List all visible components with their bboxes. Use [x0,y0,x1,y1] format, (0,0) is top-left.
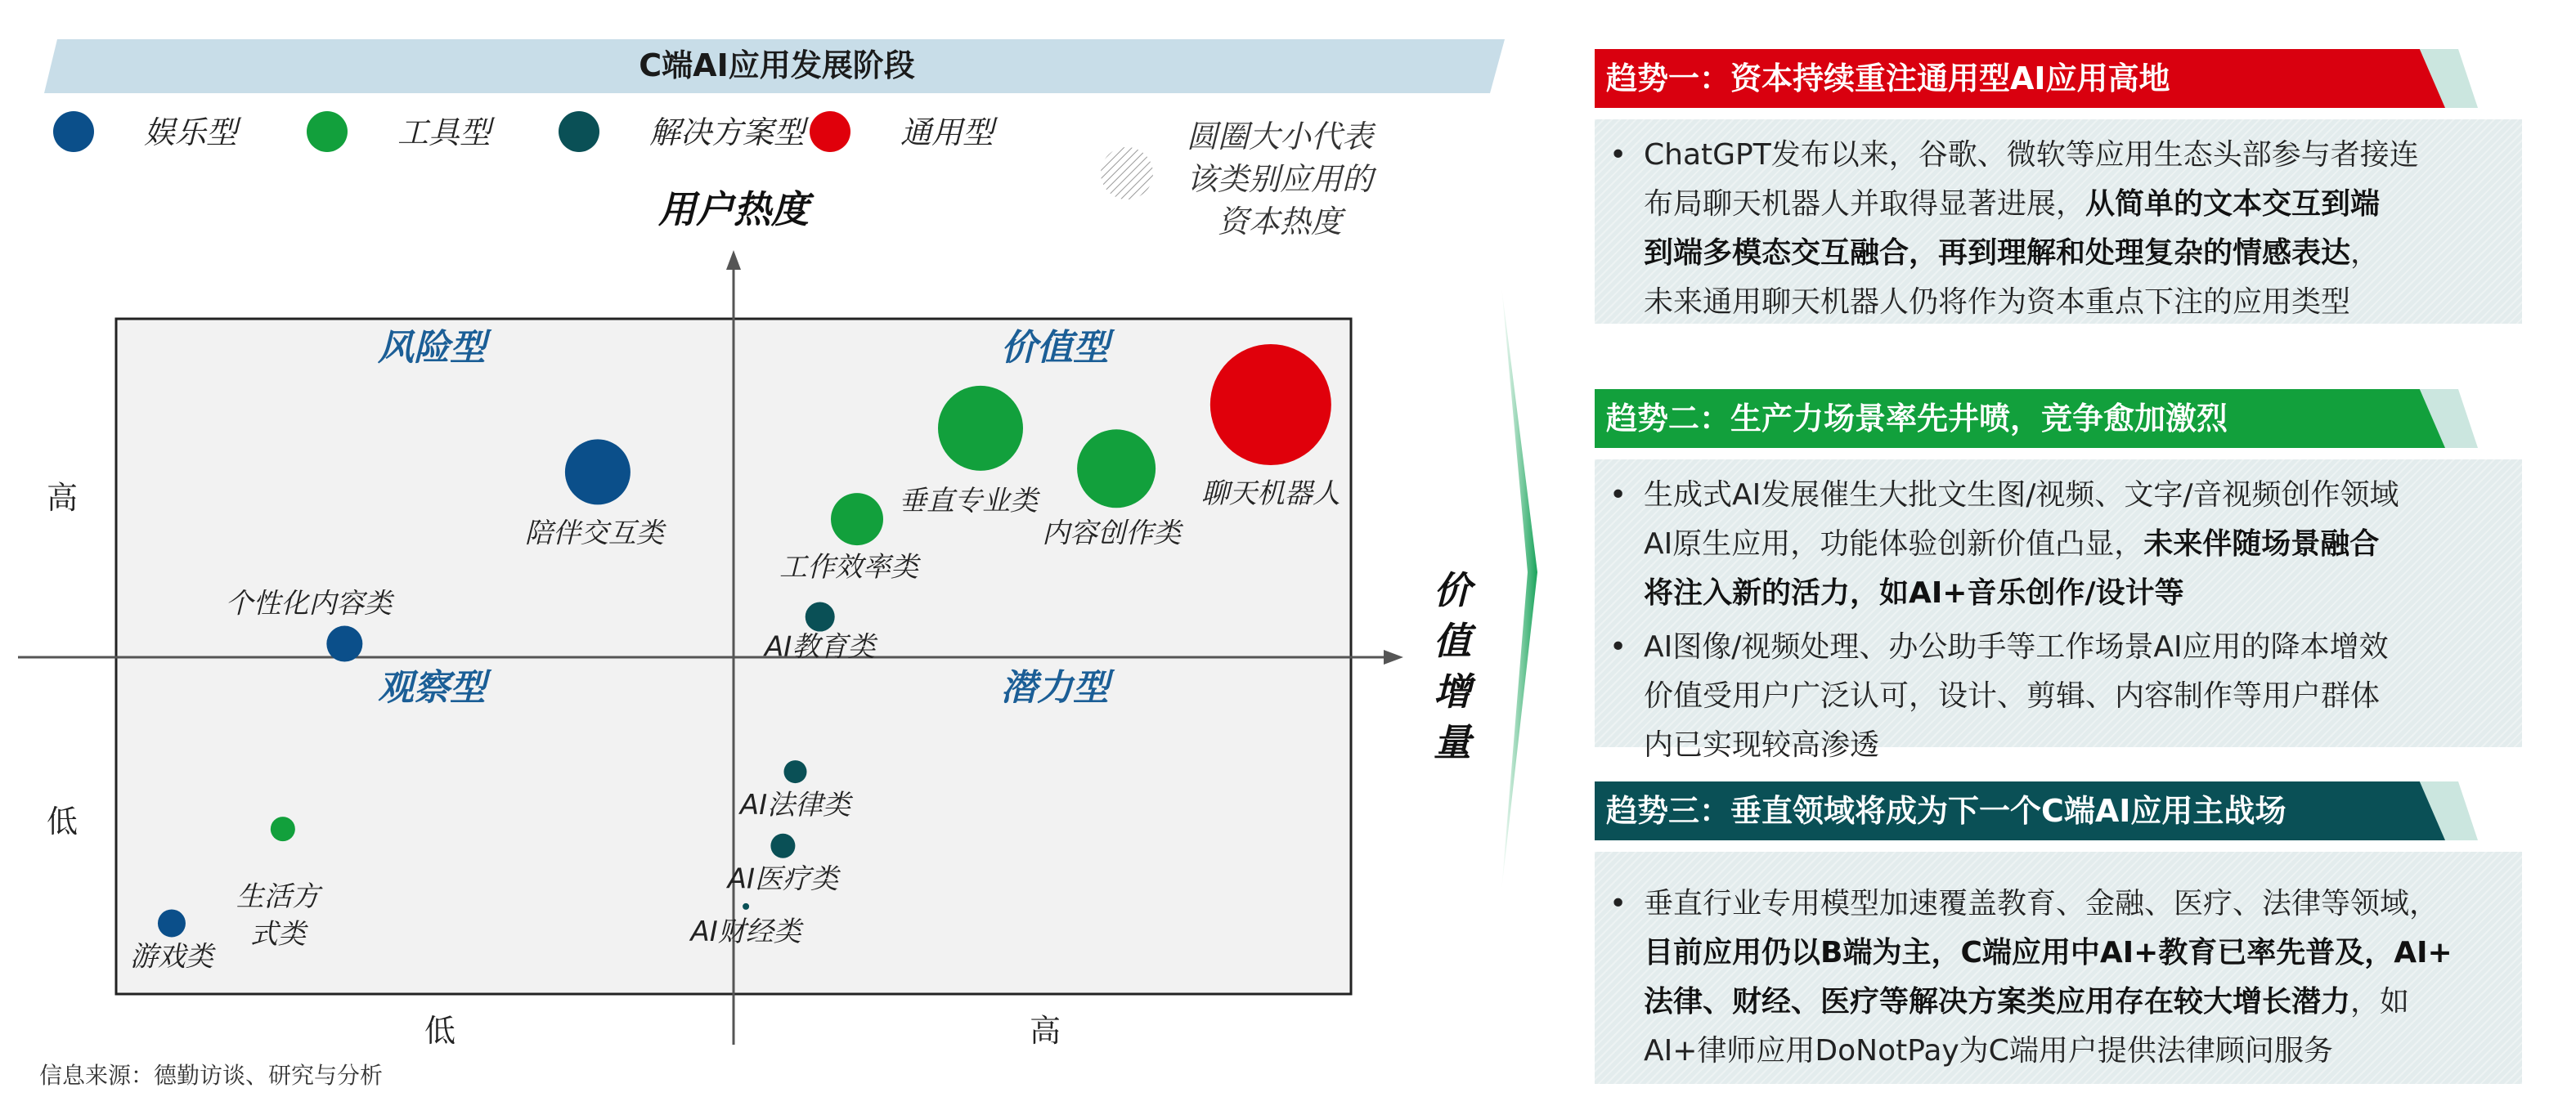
transition-arrow-icon [1501,286,1537,891]
size-note-line: 该类别应用的 [1186,161,1374,197]
legend-marker-0 [53,111,94,152]
point-label-3-0: 聊天机器人 [1200,477,1340,510]
point-1-2 [831,493,883,545]
point-3-0 [1210,344,1331,465]
chart-title: C端AI应用发展阶段 [639,47,915,83]
point-0-0 [565,439,631,504]
trend-body-3 [1595,852,2522,1084]
trend-bullet-line [1644,471,2517,520]
quadrant-label-potential: 潜力型 [1001,667,1109,709]
quadrant-label-risk: 风险型 [378,327,486,369]
point-2-0 [806,602,835,632]
trend-bullet-line [1644,131,2517,180]
point-label-1-1: 内容创作类 [1042,517,1182,550]
text-segment: ChatGPT发布以来，谷歌、微软等应用生态头部参与者接连 [1644,138,2419,172]
trend-bullet [1609,131,2517,327]
bullet-dot-icon: • [1609,887,1627,920]
trend-bullet-line [1644,929,2517,978]
x-axis-title [1434,568,1477,764]
point-label-0-1: 个性化内容类 [225,587,393,620]
x-tick-low: 低 [424,1013,456,1049]
trend-bullet-text [1644,623,2517,770]
size-note-line: 资本热度 [1217,204,1343,240]
text-segment: AI图像/视频处理、办公助手等工作场景AI应用的降本增效 [1644,630,2389,664]
legend-marker-1 [307,111,348,152]
text-segment: AI+律师应用DoNotPay为C端用户提供法律顾问服务 [1644,1034,2333,1068]
trend-bullet-line [1644,1027,2517,1076]
trend-title: 趋势二：生产力场景率先井喷，竞争愈加激烈 [1606,401,2228,437]
trend-bullet-text [1644,471,2517,618]
trend-bullet-line [1644,721,2517,770]
y-tick-high: 高 [46,480,79,516]
legend-label-1: 工具型 [397,114,491,150]
size-note-line: 圆圈大小代表 [1186,119,1374,154]
legend-label-0: 娱乐型 [144,114,238,150]
x-axis-arrow-icon [1384,650,1403,665]
text-segment: 布局聊天机器人并取得显著进展， [1644,187,2086,221]
trend-header-2 [1595,389,2478,448]
y-axis-arrow-icon [726,250,741,270]
point-0-1 [326,626,362,662]
source-note: 信息来源：德勤访谈、研究与分析 [39,1062,384,1089]
point-label-2-1: AI法律类 [739,789,851,822]
text-segment: 内已实现较高渗透 [1644,728,1880,762]
point-label-2-2: AI医疗类 [727,862,839,896]
point-0-2 [158,909,186,937]
size-note-hatched-circle-icon [1101,147,1153,199]
trend-title: 趋势三：垂直领域将成为下一个C端AI应用主战场 [1606,793,2287,829]
trend-bullet-line [1644,229,2517,278]
bullet-dot-icon: • [1609,478,1627,512]
text-segment: 垂直行业专用模型加速覆盖教育、金融、医疗、法律等领域， [1644,887,2439,920]
trend-body-1 [1595,119,2522,324]
point-2-1 [784,760,807,783]
bold-segment: 到端多模态交互融合，再到理解和处理复杂的情感表达 [1644,236,2351,270]
point-label-1-2: 工作效率类 [779,551,918,584]
point-2-3 [743,903,749,910]
trend-bullet-line [1644,180,2517,229]
trend-bullet-line [1644,623,2517,672]
legend-label-2: 解决方案型 [649,114,806,150]
trend-bullet-text [1644,131,2517,327]
point-1-1 [1077,429,1156,508]
point-label-1-0: 垂直专业类 [899,484,1038,517]
trend-bullet-line [1644,978,2517,1027]
point-label-0-0: 陪伴交互类 [524,517,664,550]
x-tick-high: 高 [1029,1013,1061,1049]
text-segment: 生成式AI发展催生大批文生图/视频、文字/音视频创作领域 [1644,478,2399,512]
legend [53,111,999,152]
trend-bullet [1609,471,2517,618]
x-axis-title-char: 增 [1434,669,1471,714]
trend-title: 趋势一：资本持续重注通用型AI应用高地 [1606,60,2170,96]
legend-marker-3 [810,111,850,152]
trend-header-1 [1595,49,2478,108]
x-axis-title-char: 价 [1434,568,1471,612]
trend-bullet-line [1644,520,2517,569]
text-segment: AI原生应用，功能体验创新价值凸显， [1644,527,2144,561]
size-note [1187,119,1377,240]
x-axis-title-char: 量 [1434,720,1471,764]
bold-segment: 未来伴随场景融合 [2143,527,2380,561]
bold-segment: 目前应用仍以B端为主，C端应用中AI+教育已率先普及，AI+ [1644,936,2453,969]
point-1-0 [938,386,1023,471]
trend-header-3 [1595,781,2478,840]
text-segment: ， [2350,236,2381,270]
y-axis-title: 用户热度 [658,187,809,231]
point-label-2-0: AI教育类 [765,630,876,664]
bold-segment: 将注入新的活力，如AI+音乐创作/设计等 [1644,576,2184,610]
point-1-3 [271,817,295,841]
point-label-1-3: 生活方式类 [236,880,320,952]
bullet-dot-icon: • [1609,630,1627,664]
text-segment: 价值受用户广泛认可，设计、剪辑、内容制作等用户群体 [1644,679,2381,713]
trend-bullet [1609,880,2517,1076]
text-segment: 未来通用聊天机器人仍将作为资本重点下注的应用类型 [1644,285,2351,319]
trend-body-2 [1595,459,2522,762]
trend-bullet-line [1644,880,2517,929]
x-axis-title-char: 值 [1434,619,1471,663]
legend-label-3: 通用型 [900,114,994,150]
bold-segment: 从简单的文本交互到端 [2085,187,2381,221]
trend-bullet [1609,623,2517,770]
point-2-2 [770,834,795,858]
trend-bullet-line [1644,569,2517,618]
trend-bullet-line [1644,672,2517,721]
bullet-dot-icon: • [1609,138,1627,172]
trend-panel [1595,0,2576,1112]
point-label-2-3: AI财经类 [690,915,801,948]
text-segment: ，如 [2350,985,2410,1019]
legend-marker-2 [559,111,599,152]
quadrant-label-value: 价值型 [1001,327,1109,369]
quadrant-label-watch: 观察型 [378,667,486,709]
trend-bullet-text [1644,880,2517,1076]
trend-bullet-line [1644,278,2517,327]
bold-segment: 法律、财经、医疗等解决方案类应用存在较大增长潜力 [1644,985,2351,1019]
point-label-0-2: 游戏类 [129,940,213,974]
y-tick-low: 低 [46,804,79,840]
